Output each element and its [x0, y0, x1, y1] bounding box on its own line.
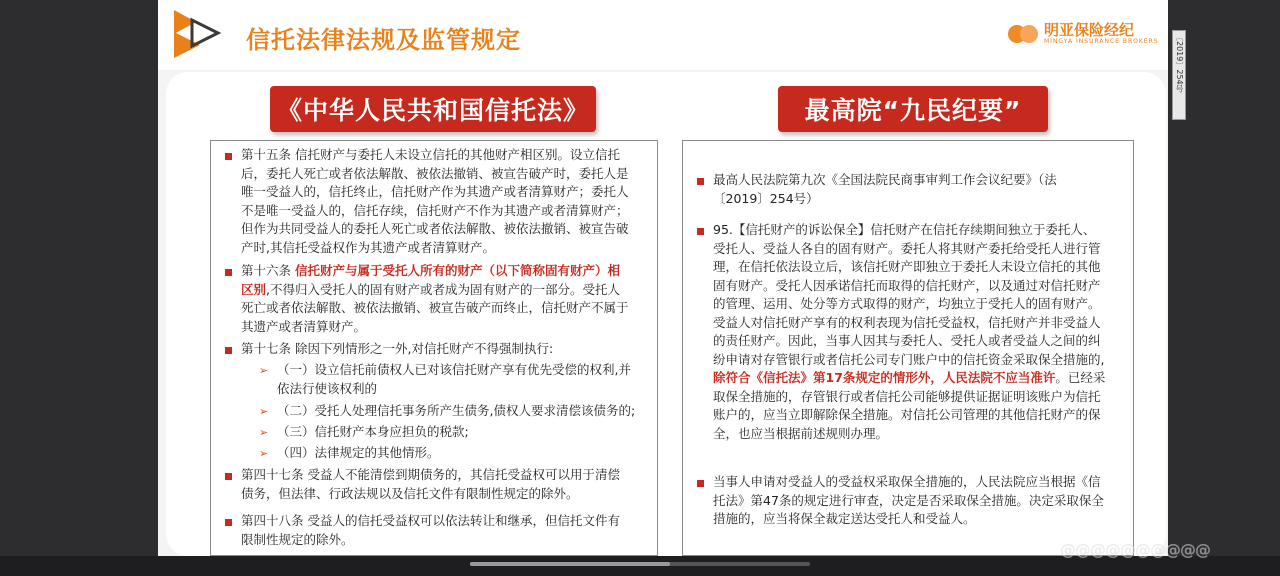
- article-47: 第四十七条 受益人不能清偿到期债务的，其信托受益权可以用于清偿 债务，但法律、行政法规以及信托文件有限制性规定的除外。: [241, 467, 620, 501]
- bottom-toolbar: [0, 556, 1280, 576]
- watermark: @@@@@@@@@@: [1060, 540, 1210, 559]
- bullet-icon: [225, 519, 232, 526]
- bullet-icon: [697, 480, 704, 487]
- logo-triangles-icon: [170, 4, 226, 60]
- article-17-item-1: （一）设立信托前债权人已对该信托财产享有优先受偿的权利,并 依法行使该权利的: [277, 362, 631, 396]
- nine-minutes-box: [682, 140, 1134, 556]
- content-panel: [166, 72, 1166, 556]
- arrow-bullet-icon: ➢: [259, 405, 269, 418]
- article-48: 第四十八条 受益人的信托受益权可以依法转让和继承，但信托文件有 限制性规定的除外。: [241, 513, 620, 547]
- brand-name: 明亚保险经纪: [1044, 21, 1135, 39]
- arrow-bullet-icon: ➢: [259, 364, 269, 377]
- bullet-icon: [697, 228, 704, 235]
- article-17-item-3: （三）信托财产本身应担负的税款;: [277, 424, 469, 439]
- bullet-icon: [225, 473, 232, 480]
- article-95: 95.【信托财产的诉讼保全】信托财产在信托存续期间独立于委托人、 受托人、受益人各自的固有财产。委托人将其财产委托给受托人进行管 理，在信托依法设立后，该信托财产即独立于委托人未设立信托的其他 固有财产。受托人因承诺信托而取得的信托财产，以及通过对信托财产 的管理、运用、处分等方式取得的财产，均独立于受托人的固有财产。 受益人对信托财产享有的权利表现为信托受益权，信托财产并非受益人 的责任财产。因此，当事人因其与委托人、受托人或者受益人之间的纠 纷申请对存管银行或者信托公司专门账户中的信托资金采取保全措施的, 除符合《信托法》第17条规定的情形外，人民法院不应当准许。已经采 取保全措施的，存管银行或者信托公司能够提供证据证明该账户为信托 账户的，应当立即解除保全措施。对信托公司管理的其他信托财产的保 全，也应当根据前述规则办理。: [713, 222, 1106, 441]
- minutes-source: 最高人民法院第九次《全国法院民商事审判工作会议纪要》（法 〔2019〕254号）: [713, 172, 1057, 206]
- bullet-icon: [697, 178, 704, 185]
- left-dark-margin: [0, 0, 158, 576]
- arrow-bullet-icon: ➢: [259, 447, 269, 460]
- nine-minutes-banner: 最高院“九民纪要”: [778, 86, 1048, 132]
- article-17-item-2: （二）受托人处理信托事务所产生债务,债权人要求清偿该债务的;: [277, 403, 636, 418]
- bullet-icon: [225, 153, 232, 160]
- beneficiary-preservation: 当事人申请对受益人的受益权采取保全措施的，人民法院应当根据《信 托法》第47条的规定进行审查，决定是否采取保全措施。决定采取保全 措施的，应当将保全裁定送达受托人和受益人。: [713, 474, 1104, 526]
- arrow-bullet-icon: ➢: [259, 426, 269, 439]
- bullet-icon: [225, 347, 232, 354]
- article-17-item-4: （四）法律规定的其他情形。: [277, 445, 440, 460]
- trust-law-banner: 《中华人民共和国信托法》: [270, 86, 596, 132]
- trust-law-box: [210, 140, 658, 556]
- side-thumbnail[interactable]: 〔2019〕254号: [1172, 30, 1186, 120]
- slide-title: 信托法律法规及监管规定: [246, 26, 521, 54]
- brand-circle-icon: [1020, 25, 1038, 43]
- article-15: 第十五条 信托财产与委托人未设立信托的其他财产相区别。设立信托 后，委托人死亡或者依法解散、被依法撤销、被宣告破产时，委托人是 唯一受益人的，信托终止，信托财产作为其遗产或者清算财产；委托人 不是唯一受益人的，信托存续，信托财产不作为其遗产或者清算财产； 但作为共同受益人的委托人死亡或者依法解散、被依法撤销、被宣告破 产时,其信托受益权作为其遗产或者清算财产。: [241, 147, 629, 255]
- bullet-icon: [225, 269, 232, 276]
- brand-logo: [1008, 22, 1159, 45]
- presentation-slide: [158, 0, 1168, 556]
- scrollbar-thumb[interactable]: [470, 562, 670, 566]
- slide-header: [158, 0, 1168, 70]
- brand-subtitle: MINGYA INSURANCE BROKERS: [1044, 38, 1159, 45]
- article-17: 第十七条 除因下列情形之一外,对信托财产不得强制执行:: [241, 341, 554, 356]
- article-16: 第十六条 信托财产与属于受托人所有的财产（以下简称固有财产）相 区别,不得归入受托人的固有财产或者成为固有财产的一部分。受托人 死亡或者依法解散、被依法撤销、被宣告破产而终止，信托财产不属于 其遗产或者清算财产。: [241, 263, 629, 334]
